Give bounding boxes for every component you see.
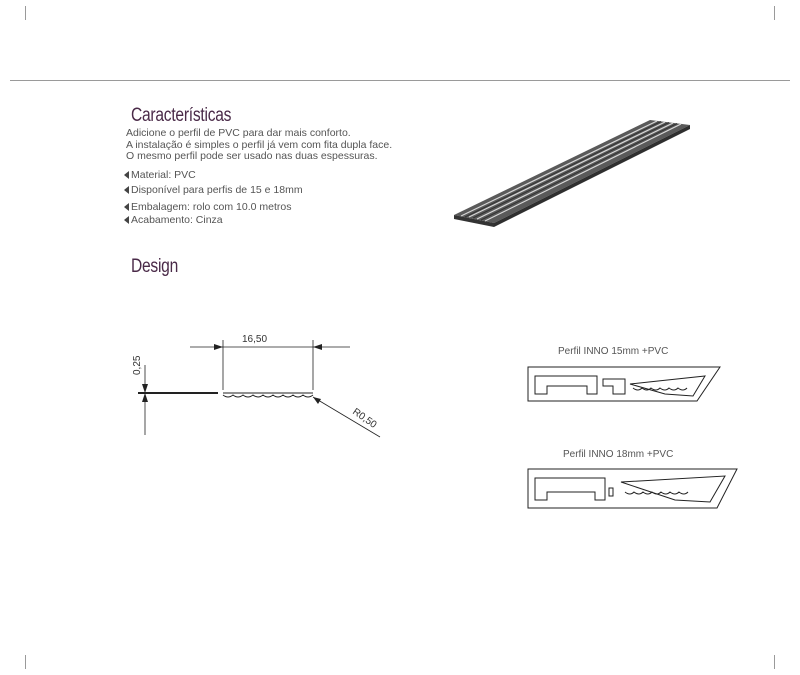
spec-item-label: Disponível para perfis de 15 e 18mm xyxy=(131,184,303,196)
spec-item xyxy=(124,201,291,213)
crop-mark-bottom-left xyxy=(25,655,26,669)
bullet-triangle-icon xyxy=(124,216,129,224)
intro-line: O mesmo perfil pode ser usado nas duas espessuras. xyxy=(126,150,378,162)
width-dimension-label: 16,50 xyxy=(242,334,268,345)
spec-item xyxy=(124,169,196,181)
profile-15mm-drawing xyxy=(525,364,725,409)
dimension-drawing xyxy=(120,325,390,445)
spec-item xyxy=(124,184,303,196)
spec-item-label: Material: PVC xyxy=(131,169,196,181)
header-rule xyxy=(10,80,790,81)
intro-line: Adicione o perfil de PVC para dar mais conforto. xyxy=(126,127,351,139)
bullet-triangle-icon xyxy=(124,203,129,211)
profile-18mm-label: Perfil INNO 18mm +PVC xyxy=(563,449,674,460)
spec-item-label: Acabamento: Cinza xyxy=(131,214,223,226)
characteristics-heading: Características xyxy=(131,105,232,126)
crop-mark-top-right xyxy=(774,6,775,20)
intro-line: A instalação é simples o perfil já vem com fita dupla face. xyxy=(126,138,393,151)
spec-item-label: Embalagem: rolo com 10.0 metros xyxy=(131,201,292,213)
radius-dimension-label: R0,50 xyxy=(350,406,379,431)
design-heading: Design xyxy=(131,256,179,277)
crop-mark-bottom-right xyxy=(774,655,775,669)
profile-18mm-drawing xyxy=(525,466,740,514)
height-dimension-label: 0,25 xyxy=(132,355,143,375)
spec-item xyxy=(124,214,223,226)
profile-15mm-label: Perfil INNO 15mm +PVC xyxy=(558,346,669,357)
intro-text xyxy=(126,128,392,163)
crop-mark-top-left xyxy=(25,6,26,20)
bullet-triangle-icon xyxy=(124,171,129,179)
pvc-strip-illustration xyxy=(450,115,700,230)
bullet-triangle-icon xyxy=(124,186,129,194)
